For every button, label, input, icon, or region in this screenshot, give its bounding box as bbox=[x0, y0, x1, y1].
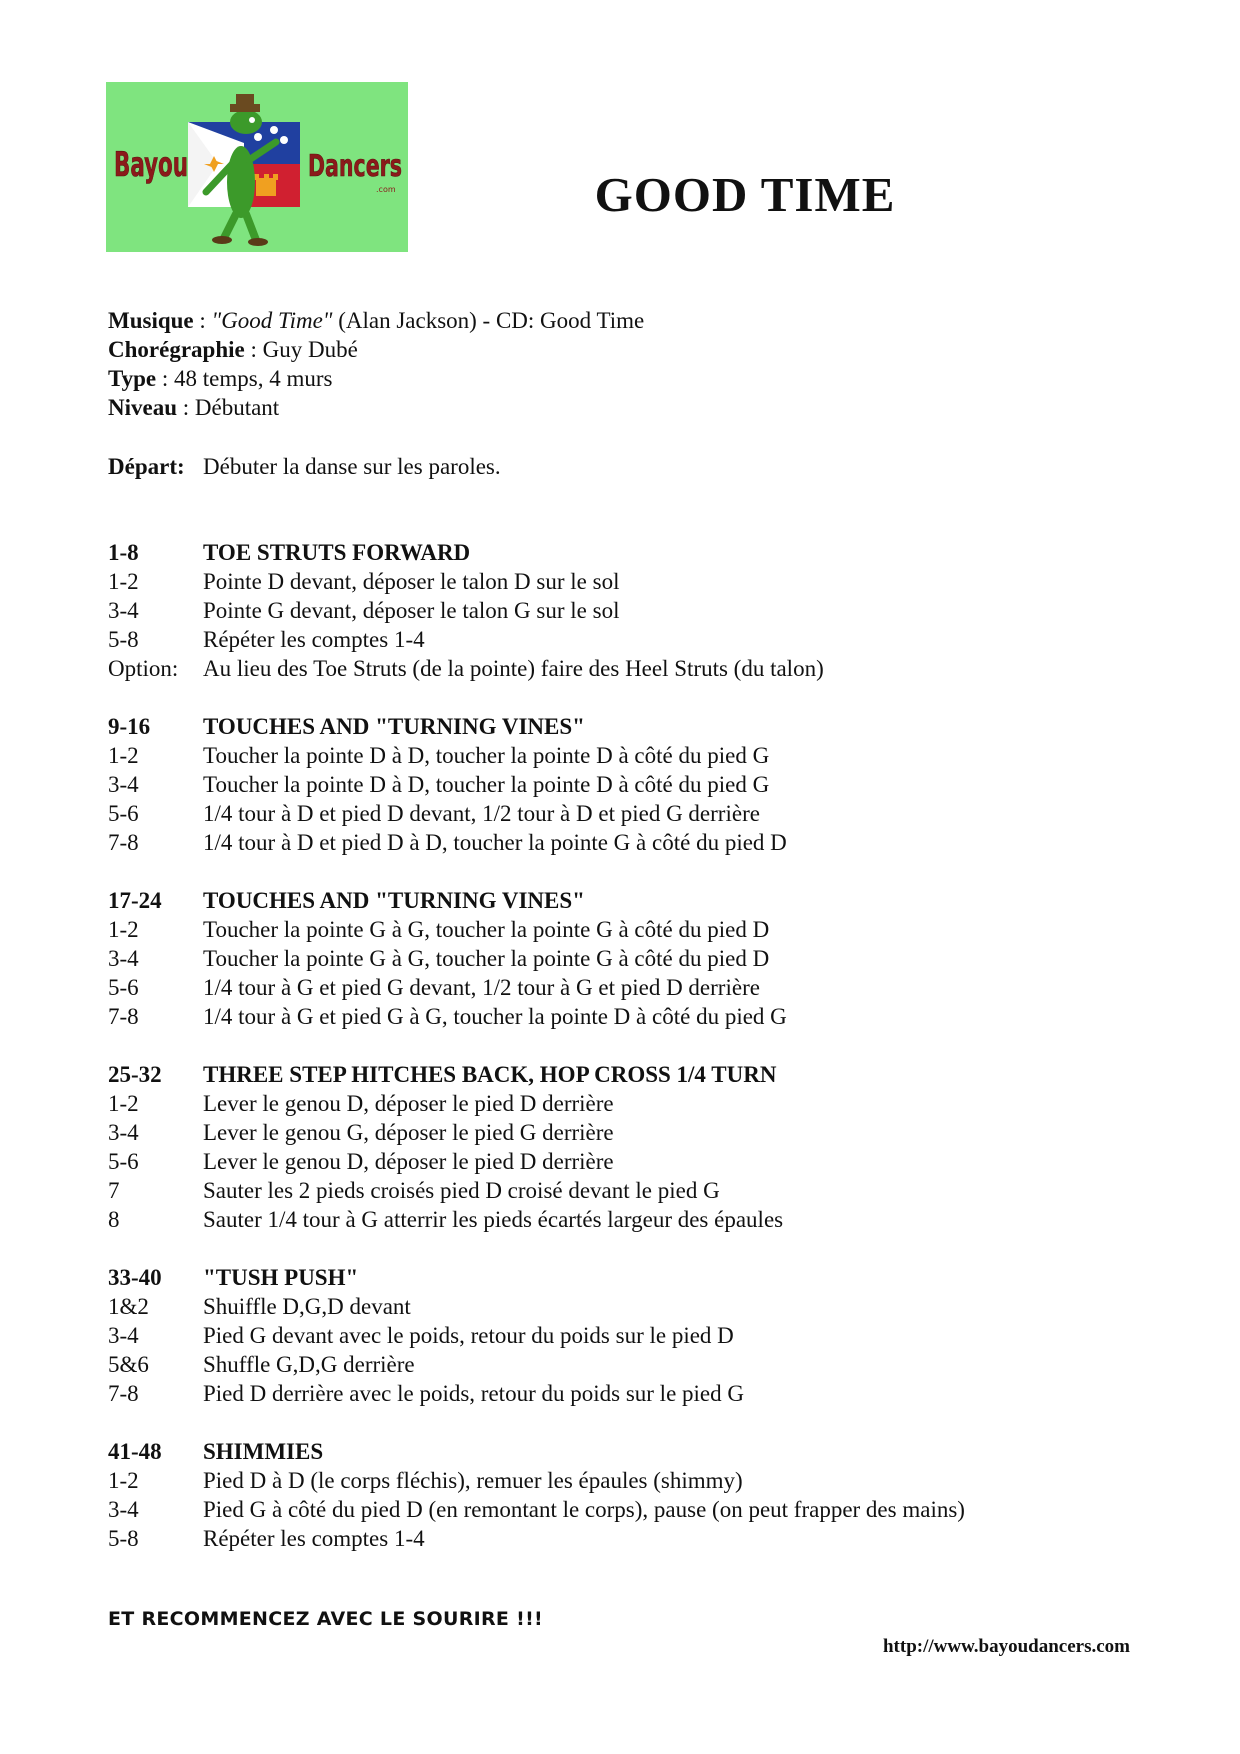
step-row bbox=[108, 1350, 1148, 1379]
step-text: 1/4 tour à D et pied D devant, 1/2 tour à D et pied G derrière bbox=[203, 801, 760, 826]
step-text: Au lieu des Toe Struts (de la pointe) faire des Heel Struts (du talon) bbox=[203, 656, 824, 681]
closing-text: ET RECOMMENCEZ AVEC LE SOURIRE !!! bbox=[108, 1608, 544, 1630]
step-section bbox=[108, 886, 1148, 1031]
step-row bbox=[108, 1524, 1148, 1553]
step-row bbox=[108, 1292, 1148, 1321]
step-row bbox=[108, 741, 1148, 770]
step-sections bbox=[108, 538, 1148, 1582]
step-count: 1-2 bbox=[108, 569, 139, 594]
type-line bbox=[108, 364, 644, 393]
step-section bbox=[108, 1437, 1148, 1553]
step-text: Pied G à côté du pied D (en remontant le corps), pause (on peut frapper des mains) bbox=[203, 1497, 965, 1522]
step-count: Option: bbox=[108, 656, 179, 681]
step-count: 5-8 bbox=[108, 1526, 139, 1551]
choreo-line bbox=[108, 335, 644, 364]
bayou-dancers-logo bbox=[106, 82, 408, 252]
section-count: 17-24 bbox=[108, 888, 162, 913]
section-count: 41-48 bbox=[108, 1439, 162, 1464]
choreo-sep: : bbox=[244, 337, 263, 362]
step-text: Toucher la pointe G à G, toucher la pointe G à côté du pied D bbox=[203, 917, 770, 942]
step-count: 1-2 bbox=[108, 1091, 139, 1116]
type-sep: : bbox=[156, 366, 175, 391]
step-row bbox=[108, 1089, 1148, 1118]
step-row bbox=[108, 654, 1148, 683]
step-text: Toucher la pointe G à G, toucher la pointe G à côté du pied D bbox=[203, 946, 770, 971]
step-text: Shuffle G,D,G derrière bbox=[203, 1352, 415, 1377]
section-header bbox=[108, 712, 1148, 741]
step-text: Pointe G devant, déposer le talon G sur le sol bbox=[203, 598, 620, 623]
step-row bbox=[108, 1379, 1148, 1408]
depart-label: Départ: bbox=[108, 454, 185, 479]
step-row bbox=[108, 1466, 1148, 1495]
logo-text-right: Dancers bbox=[308, 149, 402, 184]
step-count: 3-4 bbox=[108, 1120, 139, 1145]
step-row bbox=[108, 567, 1148, 596]
step-section bbox=[108, 538, 1148, 683]
step-count: 3-4 bbox=[108, 598, 139, 623]
page-title: GOOD TIME bbox=[594, 167, 896, 222]
step-row bbox=[108, 828, 1148, 857]
step-count: 5-6 bbox=[108, 1149, 139, 1174]
step-text: Répéter les comptes 1-4 bbox=[203, 1526, 425, 1551]
step-count: 5&6 bbox=[108, 1352, 149, 1377]
step-count: 1-2 bbox=[108, 917, 139, 942]
section-count: 1-8 bbox=[108, 540, 139, 565]
section-header bbox=[108, 538, 1148, 567]
section-header bbox=[108, 886, 1148, 915]
level-label: Niveau bbox=[108, 395, 177, 420]
step-text: Répéter les comptes 1-4 bbox=[203, 627, 425, 652]
level-sep: : bbox=[177, 395, 195, 420]
step-text: Pointe D devant, déposer le talon D sur le sol bbox=[203, 569, 620, 594]
section-title: TOE STRUTS FORWARD bbox=[203, 540, 471, 565]
section-title: TOUCHES AND "TURNING VINES" bbox=[203, 714, 585, 739]
step-text: 1/4 tour à G et pied G à G, toucher la pointe D à côté du pied G bbox=[203, 1004, 787, 1029]
section-header bbox=[108, 1437, 1148, 1466]
step-count: 3-4 bbox=[108, 772, 139, 797]
step-text: Pied D à D (le corps fléchis), remuer les épaules (shimmy) bbox=[203, 1468, 743, 1493]
step-section bbox=[108, 1060, 1148, 1234]
step-count: 1-2 bbox=[108, 743, 139, 768]
step-row bbox=[108, 915, 1148, 944]
step-row bbox=[108, 799, 1148, 828]
step-text: Sauter les 2 pieds croisés pied D croisé devant le pied G bbox=[203, 1178, 720, 1203]
step-row bbox=[108, 1176, 1148, 1205]
level-value: Débutant bbox=[194, 395, 280, 420]
section-title: TOUCHES AND "TURNING VINES" bbox=[203, 888, 585, 913]
step-row bbox=[108, 1205, 1148, 1234]
choreo-label: Chorégraphie bbox=[108, 337, 245, 362]
step-row bbox=[108, 944, 1148, 973]
step-section bbox=[108, 712, 1148, 857]
section-title: SHIMMIES bbox=[203, 1439, 324, 1464]
step-text: Lever le genou D, déposer le pied D derrière bbox=[203, 1091, 614, 1116]
step-count: 1-2 bbox=[108, 1468, 139, 1493]
music-song: "Good Time" bbox=[211, 308, 333, 333]
website-url: http://www.bayoudancers.com bbox=[882, 1636, 1130, 1657]
step-text: Toucher la pointe D à D, toucher la pointe D à côté du pied G bbox=[203, 772, 770, 797]
logo-graphic bbox=[106, 82, 408, 252]
dance-info bbox=[108, 306, 644, 422]
step-count: 8 bbox=[108, 1207, 120, 1232]
step-row bbox=[108, 1321, 1148, 1350]
depart-line bbox=[108, 452, 501, 481]
music-rest: (Alan Jackson) - CD: Good Time bbox=[332, 308, 645, 333]
step-count: 7-8 bbox=[108, 1381, 139, 1406]
section-count: 25-32 bbox=[108, 1062, 162, 1087]
step-row bbox=[108, 1002, 1148, 1031]
depart-value: Débuter la danse sur les paroles. bbox=[203, 454, 501, 479]
step-text: Shuiffle D,G,D devant bbox=[203, 1294, 411, 1319]
step-count: 7 bbox=[108, 1178, 120, 1203]
level-line bbox=[108, 393, 644, 422]
step-text: Lever le genou D, déposer le pied D derrière bbox=[203, 1149, 614, 1174]
section-title: "TUSH PUSH" bbox=[203, 1265, 359, 1290]
step-count: 3-4 bbox=[108, 1497, 139, 1522]
step-row bbox=[108, 973, 1148, 1002]
step-count: 7-8 bbox=[108, 830, 139, 855]
step-row bbox=[108, 1118, 1148, 1147]
section-header bbox=[108, 1263, 1148, 1292]
step-text: Sauter 1/4 tour à G atterrir les pieds écartés largeur des épaules bbox=[203, 1207, 784, 1232]
step-text: Lever le genou G, déposer le pied G derrière bbox=[203, 1120, 614, 1145]
step-row bbox=[108, 1495, 1148, 1524]
step-count: 7-8 bbox=[108, 1004, 139, 1029]
music-line bbox=[108, 306, 644, 335]
step-text: Pied D derrière avec le poids, retour du poids sur le pied G bbox=[203, 1381, 744, 1406]
section-count: 33-40 bbox=[108, 1265, 162, 1290]
step-count: 5-6 bbox=[108, 801, 139, 826]
logo-text-left: Bayou bbox=[114, 145, 188, 185]
step-row bbox=[108, 770, 1148, 799]
type-value: 48 temps, 4 murs bbox=[174, 366, 333, 391]
music-label: Musique bbox=[108, 308, 194, 333]
step-text: Toucher la pointe D à D, toucher la pointe D à côté du pied G bbox=[203, 743, 770, 768]
step-row bbox=[108, 596, 1148, 625]
step-count: 3-4 bbox=[108, 1323, 139, 1348]
section-header bbox=[108, 1060, 1148, 1089]
step-count: 5-8 bbox=[108, 627, 139, 652]
music-sep: : bbox=[193, 308, 212, 333]
step-text: 1/4 tour à G et pied G devant, 1/2 tour à G et pied D derrière bbox=[203, 975, 760, 1000]
step-row bbox=[108, 625, 1148, 654]
section-count: 9-16 bbox=[108, 714, 151, 739]
choreo-value: Guy Dubé bbox=[262, 337, 358, 362]
step-text: Pied G devant avec le poids, retour du poids sur le pied D bbox=[203, 1323, 734, 1348]
step-count: 1&2 bbox=[108, 1294, 149, 1319]
step-text: 1/4 tour à D et pied D à D, toucher la pointe G à côté du pied D bbox=[203, 830, 787, 855]
section-title: THREE STEP HITCHES BACK, HOP CROSS 1/4 TURN bbox=[203, 1062, 777, 1087]
type-label: Type bbox=[108, 366, 157, 391]
logo-text-com: .com bbox=[376, 185, 396, 194]
step-count: 5-6 bbox=[108, 975, 139, 1000]
step-count: 3-4 bbox=[108, 946, 139, 971]
step-row bbox=[108, 1147, 1148, 1176]
step-section bbox=[108, 1263, 1148, 1408]
